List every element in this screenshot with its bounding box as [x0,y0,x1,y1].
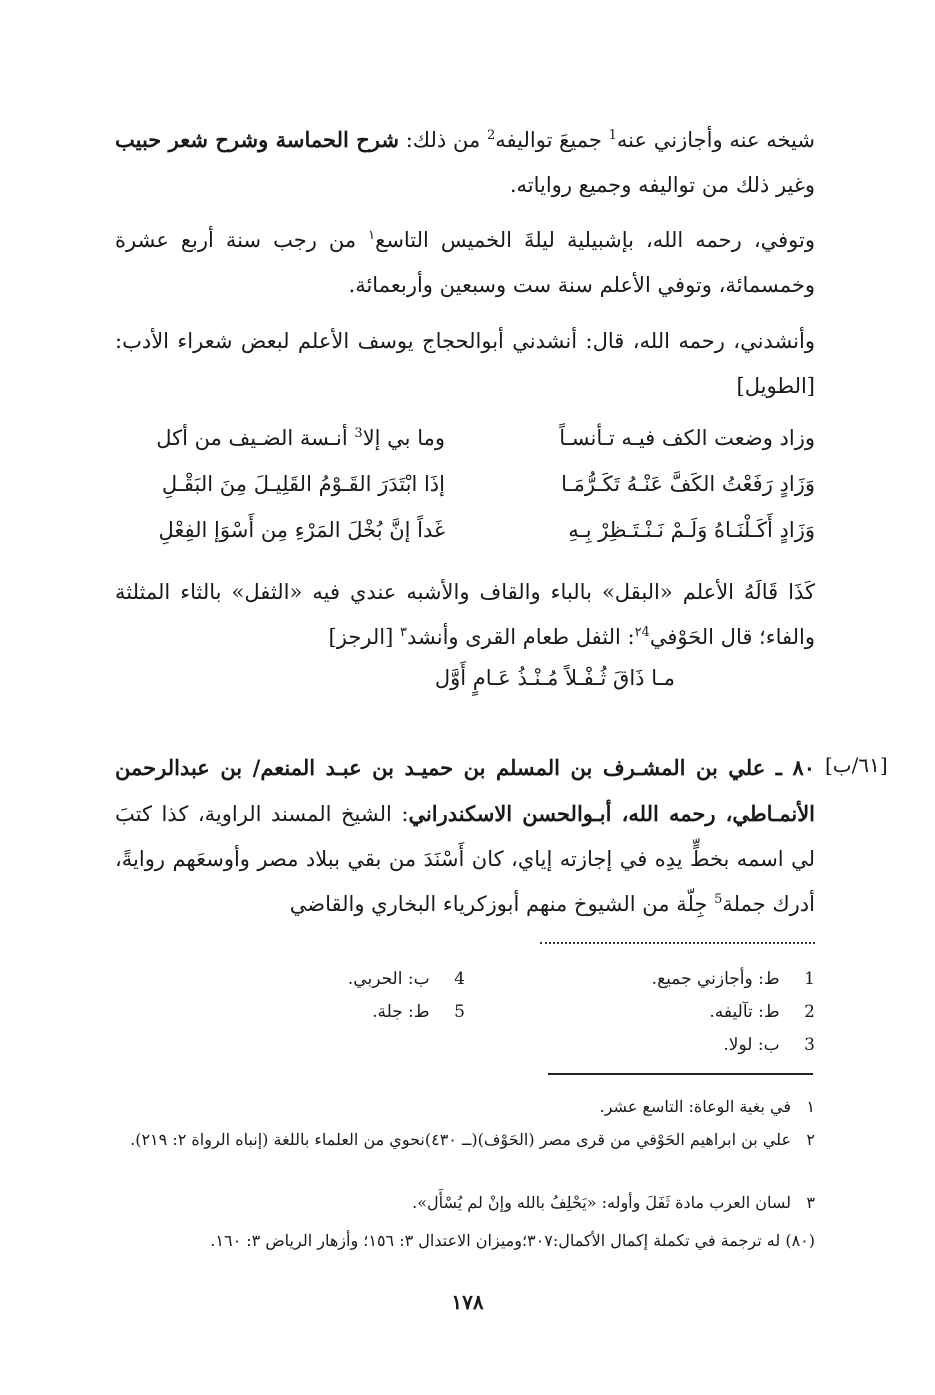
folio-marker: [٦١/ب] [825,753,888,777]
variant-text: ط: وأجازني جميع. [651,969,780,989]
text-run: من ذلك: [398,128,487,152]
text-run: وأنشدني، رحمه الله، قال: أنشدني أبوالحجاج يوسف الأعلم لبعض شعراء الأدب:[الطويل] [115,329,815,398]
variants-separator [540,942,815,944]
text-run: شيخه عنه وأجازني عنه [616,128,815,152]
footnote-ref: 3 [354,426,363,441]
variant-text: ب: الحربي. [347,969,430,989]
entry-number: ٨٠ ـ [775,755,815,780]
footnote-number: ١ [806,1097,815,1116]
footnotes-separator [548,1073,813,1075]
variant-item [372,995,465,1029]
footnote-text: لسان العرب مادة ثَفَلَ وأوله: «يَحْلِفُ بالله وإنْ لم يُسْأَل». [412,1193,791,1212]
variant-text: ط: جلة. [372,1002,430,1022]
entry-80 [115,745,815,927]
variant-item [348,962,465,996]
text-run: أنـسة الضـيف من أكل [156,426,355,450]
footnote-ref: ٢4 [634,625,650,640]
variant-number: 5 [454,1002,465,1022]
footnote-number: ٣ [806,1193,815,1212]
text-run: : الثفل طعام القرى وأنشد [406,625,635,649]
verse-hemistich-right: وَزَادٍ رَفَعْتُ الكَفَّ عَنْـهُ تَكَـرُّمَـا [561,472,815,496]
verse-hemistich-left [115,416,445,460]
text-run: من رجب سنة أربع عشرة وخمسمائة، وتوفي الأعلم سنة ست وسبعين وأربعمائة. [115,228,815,297]
verse-row-1 [115,416,815,460]
text-run: وغير ذلك من تواليفه وجميع رواياته. [509,173,815,197]
footnote-ref: 1 [608,128,617,143]
text-run: كَذَا قَالَهُ الأعلم «البقل» بالباء والقاف والأشبه عندي فيه «الثفل» بالثاء المثلثة والفاء؛ قال الحَوْفي [115,580,815,649]
paragraph-3 [115,319,815,409]
footnote-2 [115,1125,815,1155]
footnote-3 [115,1188,815,1218]
footnote-ref: ٣ [400,625,407,640]
paragraph-4 [115,570,815,660]
text-run: وما بي إلا [362,426,445,450]
verse-hemistich-left: إذَا ابْتَدَرَ القَـوْمُ القَلِيـلَ مِنَ البَقْـلِ [161,472,445,496]
footnote-ref: ١ [368,228,376,243]
text-run: [الرجز] [328,625,400,649]
text-run: جِلّة من الشيوخ منهم أبوزكرياء البخاري والقاضي [289,892,715,916]
verse-hemistich-left: غَداً إنَّ بُخْلَ المَرْءِ مِن أَسْوَإ الفِعْلِ [158,518,445,542]
footnote-number: ٢ [806,1130,815,1149]
single-verse: مـا ذَاقَ ثُـفْـلاً مُـنْـذُ عَـامٍ أَوَّل [434,666,675,690]
variant-item [723,1028,815,1062]
bold-title: شرح الحماسة وشرح شعر حبيب [115,127,399,152]
text-run: وتوفي، رحمه الله، بإشبيلية ليلةَ الخميس التاسع [375,228,815,252]
footnote-1 [115,1092,815,1122]
footnote-ref: 2 [487,128,496,143]
variant-number: 2 [804,1002,815,1022]
footnote-text: في بغية الوعاة: التاسع عشر. [599,1097,791,1116]
variant-text: ب: لولا. [723,1035,780,1055]
verse-hemistich-right: وَزَادٍ أَكَـلْنَـاهُ وَلَـمْ نَـنْـتَـظِرْ بِـهِ [568,518,815,542]
variant-item [709,995,815,1029]
bio-note: (٨٠) له ترجمة في تكملة إكمال الأكمال:٣٠٧؛وميزان الاعتدال ٣: ١٥٦؛ وأزهار الرياض ٣: ١٦٠. [210,1231,815,1250]
variant-number: 1 [804,969,815,989]
variant-number: 3 [804,1035,815,1055]
footnote-text: علي بن ابراهيم الحَوْفي من قرى مصر (الحَوْف)(ــ ٤٣٠)نحوي من العلماء باللغة (إنباه الرواة ٢: ٢١٩). [130,1130,791,1149]
text-run: جميعَ تواليفه [495,128,609,152]
page-number: ١٧٨ [451,1290,484,1314]
verse-row-3 [115,508,815,552]
variant-number: 4 [454,969,465,989]
paragraph-1 [115,117,815,208]
variant-item [652,962,815,996]
text-run: : الشيخ المسند الراوية، كذا كتبَ لي اسمه بخطٍّ يدِه في إجازته إياي، كان أَسْنَدَ من بقي ببلاد مصر وأوسعَهم روايةً، أدرك جملة [115,802,815,916]
variant-text: ط: تآليفه. [709,1002,780,1022]
entry-name: علي بن المشـرف بن المسلم بن حميـد بن عبـد المنعم/ بن عبدالرحمن الأنمـاطي، رحمه الله، أبـوالحسن الاسكندراني [115,755,815,826]
verse-row-2 [115,462,815,506]
paragraph-2 [115,218,815,308]
footnote-ref: 5 [714,892,723,907]
verse-hemistich-right: وزاد وضعت الكف فيـه تـأنسـاً [559,426,815,450]
